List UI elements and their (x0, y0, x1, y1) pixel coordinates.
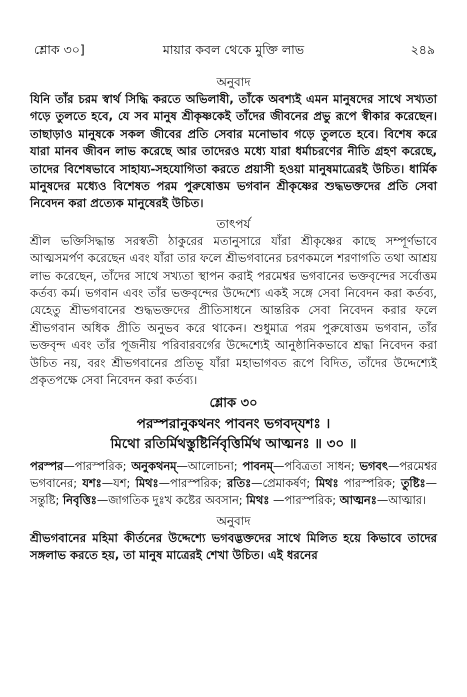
synonym-meaning: —পারস্পরিক; (158, 475, 227, 490)
synonym-word: মিথঃ (246, 493, 270, 508)
synonym-word: রতিঃ (227, 475, 252, 490)
synonym-meaning: —আলোচনা; (176, 458, 243, 473)
header-verse-ref: শ্লোক ৩০] (34, 42, 85, 57)
verse-line-2: মিথো রতির্মিথস্তুষ্টির্নিবৃত্তির্মিথ আত্মনঃ ॥ ৩০ ॥ (110, 435, 357, 452)
running-header (30, 40, 437, 60)
synonym-meaning: —যশ; (101, 475, 136, 490)
synonym-word: ভগবৎ (359, 458, 388, 473)
synonyms (30, 458, 437, 510)
synonym-meaning: —পারস্পরিক; (63, 458, 132, 473)
page-number: ২৪৯ (410, 42, 435, 57)
synonym-word: অনুকথনম্‌ (131, 458, 177, 473)
verse-label: শ্লোক ৩০ (209, 395, 258, 411)
synonym-meaning: —পরমেশ্বর ভগবানের; (30, 458, 437, 490)
synonym-meaning: —পবিত্রতা সাধন; (272, 458, 360, 473)
translation-text-2: শ্রীভগবানের মহিমা কীর্তনের উদ্দেশ্যে ভগবদ্ভক্তদের সাথে মিলিত হয়ে কিভাবে তাদের সঙ্গলাভ করতে হয়, তা মানুষ মাত্রেরই শেখা উচিত। এই ধরনের (30, 530, 437, 563)
synonym-meaning: —প্রেমাকর্ষণ; (251, 475, 316, 490)
synonym-word: যশঃ (82, 475, 102, 490)
page-body (30, 74, 437, 565)
synonym-word: তুষ্টিঃ (400, 475, 426, 490)
synonym-word: নিবৃত্তিঃ (62, 493, 97, 508)
synonym-meaning: —সন্তুষ্টি; (30, 475, 437, 508)
translation-heading: অনুবাদ (216, 75, 251, 89)
synonym-meaning: —জাগতিক দুঃখ কষ্টের অবসান; (96, 493, 247, 508)
header-chapter-title: মায়ার কবল থেকে মুক্তি লাভ (162, 42, 305, 57)
purport-text: শ্রীল ভক্তিসিদ্ধান্ত সরস্বতী ঠাকুরের মতানুসারে যাঁরা শ্রীকৃষ্ণের কাছে সম্পূর্ণভাবে আত্মসমর্পণ করেছেন এবং যাঁরা তার ফলে শ্রীভগবানের চরণকমলে শরণাগতি তথা আশ্রয় লাভ করেছেন, তাঁদের সাথে সখ্যতা স্থাপন করাই পরমেশ্বর ভগবানের ভক্তবৃন্দের সর্বোত্তম কর্তব্য কর্ম। ভগবান এবং তাঁর ভক্তবৃন্দের উদ্দেশ্যে একই সঙ্গে সেবা নিবেদন করা কর্তব্য, যেহেতু শ্রীভগবানের শুদ্ধভক্তদের প্রীতিসাধনে আন্তরিক সেবা নিবেদন করার ফলে শ্রীভগবান অধিক প্রীতি অনুভব করে থাকেন। শুধুমাত্র পরম পুরুষোত্তম ভগবান, তাঁর ভক্তবৃন্দ এবং তাঁর পূজনীয় পরিবারবর্গের উদ্দেশ্যেই আনুষ্ঠানিকভাবে শ্রদ্ধা নিবেদন করা উচিত নয়, বরং শ্রীভগবানের প্রতিভূ যাঁরা মহাভাগবত রূপে বিদিত, তাঁদের উদ্দেশ্যেই প্রকৃতপক্ষে সেবা নিবেদন করা কর্তব্য। (30, 233, 437, 388)
translation-text: যিনি তাঁর চরম স্বার্থ সিদ্ধি করতে অভিলাষী, তাঁকে অবশ্যই এমন মানুষদের সাথে সখ্যতা গড়ে তুলতে হবে, যে সব মানুষ শ্রীকৃষ্ণকেই তাঁদের জীবনের প্রভু রূপে স্বীকার করেছেন। তাছাড়াও মানুষকে সকল জীবের প্রতি সেবার মনোভাব গড়ে তুলতে হবে। বিশেষ করে যারা মানব জীবন লাভ করেছে আর তাদেরও মধ্যে যারা ধর্মাচরণের নীতি গ্রহণ করেছে, তাদের বিশেষভাবে সাহায্য-সহযোগিতা করতে প্রয়াসী হওয়া মানুষমাত্রেরই উচিত। ধার্মিক মানুষদের মধ্যেও বিশেষত পরম পুরুষোত্তম ভগবান শ্রীকৃষ্ণের শুদ্ধভক্তদের প্রতি সেবা নিবেদন করা প্রত্যেক মানুষেরই উচিত। (30, 92, 437, 211)
synonym-word: পরস্পর (30, 458, 64, 473)
synonym-word: মিথঃ (135, 475, 159, 490)
synonym-meaning: —পারস্পরিক; (269, 493, 340, 508)
synonym-word: মিথঃ (315, 475, 339, 490)
verse-line-1: পরস্পরানুকথনং পাবনং ভগবদ্‌যশঃ । (136, 415, 331, 432)
synonym-meaning: —আত্মার। (376, 493, 427, 508)
synonym-meaning: পারস্পরিক; (338, 475, 401, 490)
purport-heading: তাৎপর্য (216, 216, 251, 231)
synonym-word: আত্মনঃ (339, 493, 377, 508)
synonym-word: পাবনম্‌ (242, 458, 273, 473)
translation-heading-2: অনুবাদ (216, 513, 251, 528)
